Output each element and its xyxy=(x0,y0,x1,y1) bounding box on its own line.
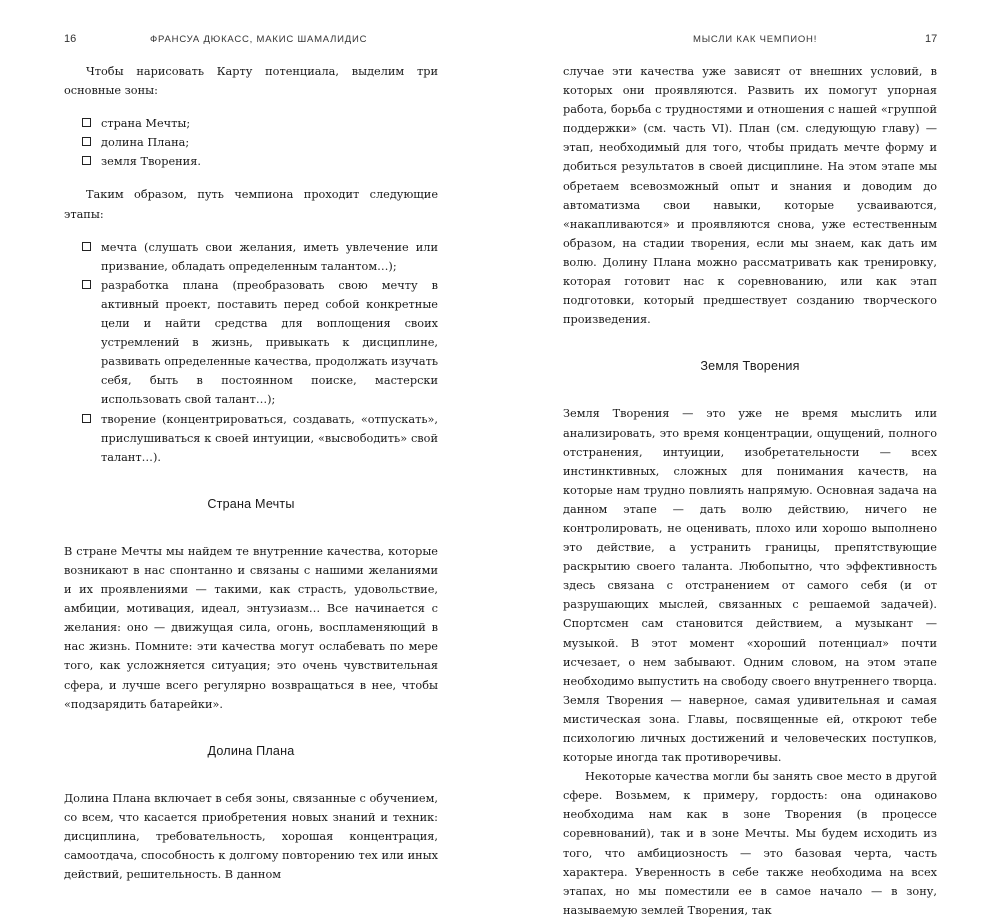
list-item: страна Мечты; xyxy=(82,114,438,133)
running-head-right: МЫСЛИ КАК ЧЕМПИОН! xyxy=(693,34,818,45)
checkbox-bullet-icon xyxy=(82,118,91,127)
page-number-left: 16 xyxy=(64,33,77,45)
checkbox-bullet-icon xyxy=(82,414,91,423)
paragraph-last: Некоторые качества могли бы занять свое место в другой сфере. Возьмем, к примеру, гордость: она одинаково необходима нам как в зоне Творения (в процессе соревнований), так и в зоне Мечты. Мы будем исходить из того, что амбициозность — это базовая черта, часть характера. Уверенность в себе также необходима на всех этапах, но мы поместили ее в самое начало — в зону, называемую землей Творения, так xyxy=(563,770,937,917)
running-head-left: ФРАНСУА ДЮКАСС, МАКИС ШАМАЛИДИС xyxy=(150,34,368,45)
checkbox-bullet-icon xyxy=(82,137,91,146)
checkbox-bullet-icon xyxy=(82,242,91,251)
section-heading-dream: Страна Мечты xyxy=(207,496,295,511)
stages-intro: Таким образом, путь чемпиона проходит следующие этапы: xyxy=(64,188,438,221)
section-heading-plan: Долина Плана xyxy=(207,743,295,758)
right-page-body xyxy=(563,62,937,920)
zones-intro: Чтобы нарисовать Карту потенциала, выделим три основные зоны: xyxy=(64,65,438,98)
list-item: мечта (слушать свои желания, иметь увлечение или призвание, обладать определенным талантом…); xyxy=(82,238,438,276)
left-page-body xyxy=(64,62,438,884)
checkbox-bullet-icon xyxy=(82,156,91,165)
list-item: разработка плана (преобразовать свою мечту в активный проект, поставить перед собой конкретные цели и найти средства для воплощения своих устремлений в жизнь, привыкать к дисциплине, развивать определенные качества, продолжать изучать себя, быть в постоянном поиске, мастерски использовать свой талант…); xyxy=(82,276,438,410)
list-item: земля Творения. xyxy=(82,152,438,171)
page-number-right: 17 xyxy=(925,33,938,45)
paragraph-dream: В стране Мечты мы найдем те внутренние качества, которые возникают в нас спонтанно и связаны с нашими желаниями и их проявлениями — такими, как страсть, удовольствие, амбиции, мотивация, идеал, энтузиазм… Все начинается с желания: оно — движущая сила, огонь, воспламеняющий в нас жизнь. Помните: эти качества могут ослабевать по мере того, как усложняется ситуация; это очень чувствительная сфера, и лучше всего регулярно возвращаться в нее, чтобы «подзарядить батарейки». xyxy=(64,544,438,711)
paragraph-continued: случае эти качества уже зависят от внешних условий, в которых они проявляются. Развить их помогут упорная работа, борьба с трудностями и отношения с нашей «группой поддержки» (см. часть VI). План (см. следующую главу) — этап, необходимый для того, чтобы придать мечте форму и добиться результатов в своей дисциплине. На этом этапе мы обретаем всевозможный опыт и знания и доводим до автоматизма свои навыки, которые усваиваются, «накапливаются» и проявляются снова, уже естественным образом, на стадии творения, если мы знаем, как дать им волю. Долину Плана можно рассматривать как тренировку, которая готовит нас к соревнованию, или как этап подготовки, который предшествует созданию творческого произведения. xyxy=(563,65,937,327)
section-heading-creation: Земля Творения xyxy=(700,359,800,374)
checkbox-bullet-icon xyxy=(82,280,91,289)
list-item: творение (концентрироваться, создавать, «отпускать», прислушиваться к своей интуиции, «высвободить» свой талант…). xyxy=(82,410,438,467)
paragraph-plan: Долина Плана включает в себя зоны, связанные с обучением, со всем, что касается приобретения новых знаний и техник: дисциплина, требовательность, хорошая концентрация, самоотдача, способность к долгому повторению тех или иных действий, решительность. В данном xyxy=(64,791,438,882)
paragraph-creation: Земля Творения — это уже не время мыслить или анализировать, это время концентрации, ощущений, полного отстранения, интуиции, изобретательности — всех инстинктивных, сложных для понимания качеств, на которые нам трудно повлиять напрямую. Основная задача на данном этапе — дать волю действию, ничего не контролировать, не оценивать, плохо или хорошо выполнено это действие, а устранить границы, препятствующие раскрытию своего таланта. Любопытно, что эффективность здесь связана с отстранением от самого себя (и от разрушающих мыслей, связанных с решаемой задачей). Спортсмен сам становится действием, а музыкант — музыкой. В этот момент «хороший потенциал» почти исчезает, о нем забывают. Одним словом, на этом этапе необходимо выпустить на свободу своего внутреннего творца. Земля Творения — наверное, самая удивительная и самая мистическая зона. Главы, посвященные ей, откроют тебе психологию личных достижений и человеческих поступков, которые иногда так противоречивы. xyxy=(563,407,937,765)
list-item: долина Плана; xyxy=(82,133,438,152)
